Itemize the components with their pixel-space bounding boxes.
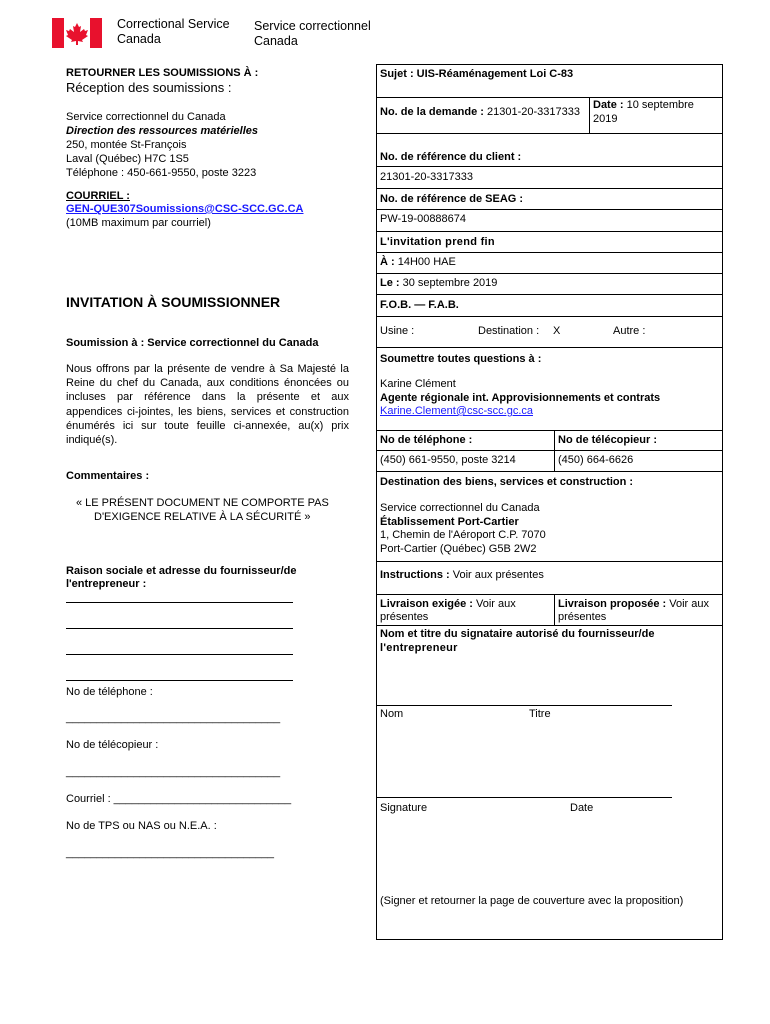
offer-paragraph: Nous offrons par la présente de vendre à Sa Majesté la Reine du chef du Canada, aux conditions énoncées ou incluses par référence dans la présente et aux appendices ci-jointes, les biens, services et construction énumérés ici sur toute feuille ci-annexée, au(x) prix indiqué(s). (66, 363, 349, 447)
email-link[interactable]: GEN-QUE307Soumissions@CSC-SCC.GC.CA (66, 203, 304, 215)
supplier-address-line[interactable] (66, 680, 293, 681)
seag-label: No. de référence de SEAG : (380, 193, 524, 205)
supplier-address-line[interactable] (66, 602, 293, 603)
instructions-value: Voir aux présentes (452, 569, 544, 581)
seag-value: PW-19-00888674 (380, 213, 467, 225)
signatory-label-line1: Nom et titre du signataire autorisé du fournisseur/de (380, 628, 655, 640)
subject: Sujet : UIS-Réaménagement Loi C-83 (380, 68, 574, 80)
delivery-required-label: Livraison exigée : (380, 598, 473, 610)
destination-line: Établissement Port-Cartier (380, 515, 519, 528)
tps-field[interactable]: __________________________________ (66, 847, 275, 859)
comments-line2: D'EXIGENCE RELATIVE À LA SÉCURITÉ » (94, 511, 311, 523)
supplier-phone-label: No de téléphone : (66, 686, 153, 698)
instructions-label: Instructions : (380, 569, 450, 581)
comments-label: Commentaires : (66, 470, 150, 482)
closing-date-value: 30 septembre 2019 (402, 277, 498, 289)
email-note: (10MB maximum par courriel) (66, 217, 211, 229)
return-address (66, 110, 258, 180)
delivery-required-value: Voir aux présentes (380, 598, 516, 623)
date-label: Date : (593, 99, 624, 111)
dept-en-line1: Correctional Service (117, 17, 230, 31)
date-value: 10 septembre (626, 99, 694, 111)
address-line: Téléphone : 450-661-9550, poste 3223 (66, 167, 257, 179)
address-line: Laval (Québec) H7C 1S5 (66, 153, 189, 165)
contact-tel-label: No de téléphone : (380, 434, 473, 446)
tps-label: No de TPS ou NAS ou N.E.A. : (66, 820, 217, 832)
instructions (380, 569, 544, 581)
destination-line: 1, Chemin de l'Aéroport C.P. 7070 (380, 529, 546, 541)
delivery-proposed (558, 598, 720, 624)
request-label: No. de la demande : (380, 106, 484, 118)
destination-line: Service correctionnel du Canada (380, 502, 540, 514)
email-label: COURRIEL : (66, 190, 130, 202)
client-ref-label: No. de référence du client : (380, 151, 522, 163)
comments-line1: « LE PRÉSENT DOCUMENT NE COMPORTE PAS (76, 497, 329, 509)
address-line: Direction des ressources matérielles (66, 125, 258, 137)
signatory-label-line2: l'entrepreneur (380, 642, 458, 654)
closes-label: L'invitation prend fin (380, 236, 495, 248)
delivery-destination-address (380, 502, 546, 556)
dept-fr-line1: Service correctionnel (254, 19, 371, 33)
contact-fax-label: No de télécopieur : (558, 434, 658, 446)
request-number (380, 106, 580, 118)
supplier-label-line1: Raison sociale et adresse du fournisseur/de (66, 565, 297, 577)
fob-other: Autre : (613, 325, 646, 337)
dept-name-en (117, 17, 230, 47)
return-to-heading: RETOURNER LES SOUMISSIONS À : (66, 67, 259, 79)
closing-time-label: À : (380, 256, 395, 268)
closing-time-value: 14H00 HAE (397, 256, 456, 268)
canada-flag-logo (52, 18, 102, 48)
invitation-title: INVITATION À SOUMISSIONNER (66, 294, 281, 310)
signatory-title-label: Titre (529, 708, 551, 720)
signature-line[interactable] (377, 797, 672, 798)
delivery-proposed-label: Livraison proposée : (558, 598, 667, 610)
contact-title: Agente régionale int. Approvisionnements et contrats (380, 391, 661, 404)
supplier-fax-label: No de télécopieur : (66, 739, 159, 751)
closing-time (380, 256, 456, 268)
contact-block (380, 378, 660, 419)
signature-date-label: Date (570, 802, 594, 814)
supplier-fax-field[interactable]: ___________________________________ (66, 766, 281, 778)
reception-label: Réception des soumissions : (66, 80, 232, 95)
closing-date (380, 277, 497, 289)
date-block (593, 98, 694, 126)
delivery-proposed-value: Voir aux présentes (558, 598, 710, 623)
contact-email-link[interactable]: Karine.Clement@csc-scc.gc.ca (380, 405, 533, 417)
closing-date-label: Le : (380, 277, 400, 289)
contact-name: Karine Clément (380, 378, 456, 390)
dept-en-line2: Canada (117, 32, 161, 46)
fob-destination-mark: X (553, 325, 561, 337)
request-value: 21301-20-3317333 (486, 106, 580, 118)
fob-destination: Destination : (478, 325, 540, 337)
contact-tel-value: (450) 661-9550, poste 3214 (380, 454, 516, 466)
questions-label: Soumettre toutes questions à : (380, 353, 542, 365)
fob-label: F.O.B. — F.A.B. (380, 299, 459, 311)
destination-line: Port-Cartier (Québec) G5B 2W2 (380, 542, 537, 555)
address-line: Service correctionnel du Canada (66, 111, 226, 123)
contact-fax-value: (450) 664-6626 (558, 454, 634, 466)
sign-return-note: (Signer et retourner la page de couverture avec la proposition) (380, 895, 684, 907)
date-year: 2019 (593, 113, 618, 125)
dept-fr-line2: Canada (254, 34, 298, 48)
signatory-name-label: Nom (380, 708, 404, 720)
supplier-label-line2: l'entrepreneur : (66, 578, 147, 590)
signatory-name-line[interactable] (377, 705, 672, 706)
supplier-email-field[interactable]: Courriel : _____________________________ (66, 793, 292, 805)
supplier-address-line[interactable] (66, 628, 293, 629)
supplier-address-line[interactable] (66, 654, 293, 655)
address-line: 250, montée St-François (66, 139, 187, 151)
delivery-required (380, 598, 550, 624)
supplier-phone-field[interactable]: ___________________________________ (66, 712, 281, 724)
submission-to: Soumission à : Service correctionnel du Canada (66, 337, 319, 349)
client-ref-value: 21301-20-3317333 (380, 171, 473, 183)
fob-plant: Usine : (380, 325, 415, 337)
dept-name-fr (254, 19, 371, 49)
delivery-destination-label: Destination des biens, services et construction : (380, 476, 634, 488)
signature-label: Signature (380, 802, 428, 814)
